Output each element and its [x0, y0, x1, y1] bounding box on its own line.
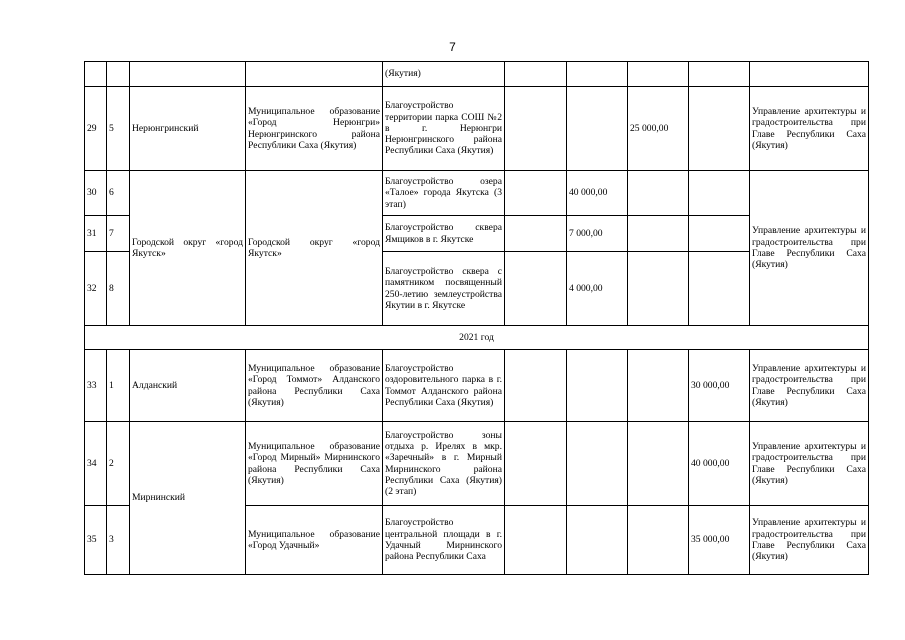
section-row: [85, 326, 869, 350]
row-subnumber: 5: [107, 87, 130, 171]
row-number: 33: [85, 350, 107, 422]
executor-cell: Управление архитектуры и градостроительства при Главе Республики Саха (Якутия): [750, 87, 869, 171]
amount-2021-cell: 35 000,00: [689, 506, 750, 575]
object-cell: (Якутия): [383, 62, 505, 87]
object-cell: Благоустройство озера «Талое» города Якутска (3 этап): [383, 171, 505, 216]
cell-empty: [505, 216, 567, 252]
cell-empty: [505, 252, 567, 326]
municipality-cell: Муниципальное образование «Город Томмот» Алданского района Республики Саха (Якутия): [246, 350, 383, 422]
district-cell: Алданский: [130, 350, 246, 422]
table-row: [85, 62, 869, 87]
cell-empty: [505, 350, 567, 422]
municipality-cell: Муниципальное образование «Город Удачный»: [246, 506, 383, 575]
row-number: 35: [85, 506, 107, 575]
row-subnumber: 7: [107, 216, 130, 252]
cell-empty: [628, 216, 689, 252]
amount-2021-cell: 30 000,00: [689, 350, 750, 422]
cell-empty: [246, 62, 383, 87]
row-number: 34: [85, 422, 107, 506]
table-row: [85, 87, 869, 171]
cell-empty: [628, 62, 689, 87]
object-cell: Благоустройство территории парка СОШ №2 в г. Нерюнгри Нерюнгринского района Республики Саха (Якутия): [383, 87, 505, 171]
row-subnumber: 6: [107, 171, 130, 216]
district-cell: Нерюнгринский: [130, 87, 246, 171]
cell-empty: [689, 62, 750, 87]
row-number: 32: [85, 252, 107, 326]
page-number: 7: [449, 40, 456, 54]
municipality-cell: Городской округ «город Якутск»: [246, 171, 383, 326]
district-cell: Мирнинский: [130, 422, 246, 575]
amount-2020-cell: 40 000,00: [567, 171, 628, 216]
amount-2020-cell: 25 000,00: [628, 87, 689, 171]
cell-empty: [567, 350, 628, 422]
cell-empty: [689, 87, 750, 171]
row-subnumber: 8: [107, 252, 130, 326]
executor-cell: Управление архитектуры и градостроительства при Главе Республики Саха (Якутия): [750, 171, 869, 326]
section-title-2021: 2021 год: [85, 326, 869, 350]
cell-empty: [505, 506, 567, 575]
table-row: [85, 171, 869, 216]
cell-empty: [628, 350, 689, 422]
cell-empty: [567, 422, 628, 506]
program-table: [84, 61, 869, 575]
amount-2020-cell: 4 000,00: [567, 252, 628, 326]
executor-cell: Управление архитектуры и градостроительства при Главе Республики Саха (Якутия): [750, 422, 869, 506]
row-subnumber: 1: [107, 350, 130, 422]
cell-empty: [628, 506, 689, 575]
object-cell: Благоустройство оздоровительного парка в г. Томмот Алданского района Республики Саха (Якутия): [383, 350, 505, 422]
executor-cell: Управление архитектуры и градостроительства при Главе Республики Саха (Якутия): [750, 350, 869, 422]
cell-empty: [750, 62, 869, 87]
cell-empty: [628, 422, 689, 506]
cell-empty: [689, 252, 750, 326]
cell-empty: [505, 422, 567, 506]
object-cell: Благоустройство сквера с памятником посвященный 250-летию землеустройства Якутии в г. Якутске: [383, 252, 505, 326]
cell-empty: [107, 62, 130, 87]
cell-empty: [85, 62, 107, 87]
row-number: 31: [85, 216, 107, 252]
object-cell: Благоустройство зоны отдыха р. Ирелях в мкр. «Заречный» в г. Мирный Мирнинского района Республики Саха (Якутия) (2 этап): [383, 422, 505, 506]
row-number: 29: [85, 87, 107, 171]
executor-cell: Управление архитектуры и градостроительства при Главе Республики Саха (Якутия): [750, 506, 869, 575]
row-number: 30: [85, 171, 107, 216]
object-cell: Благоустройство центральной площади в г. Удачный Мирнинского района Республики Саха: [383, 506, 505, 575]
amount-2020-cell: 7 000,00: [567, 216, 628, 252]
cell-empty: [130, 62, 246, 87]
municipality-cell: Муниципальное образование «Город Мирный» Мирнинского района Республики Саха (Якутия): [246, 422, 383, 506]
cell-empty: [505, 87, 567, 171]
table-row: [85, 422, 869, 506]
cell-empty: [505, 62, 567, 87]
cell-empty: [628, 171, 689, 216]
municipality-cell: Муниципальное образование «Город Нерюнгри» Нерюнгринского района Республики Саха (Якутия): [246, 87, 383, 171]
cell-empty: [567, 506, 628, 575]
cell-empty: [567, 87, 628, 171]
cell-empty: [567, 62, 628, 87]
cell-empty: [505, 171, 567, 216]
row-subnumber: 3: [107, 506, 130, 575]
cell-empty: [689, 216, 750, 252]
object-cell: Благоустройство сквера Ямщиков в г. Якутске: [383, 216, 505, 252]
district-cell: Городской округ «город Якутск»: [130, 171, 246, 326]
cell-empty: [628, 252, 689, 326]
row-subnumber: 2: [107, 422, 130, 506]
table-row: [85, 350, 869, 422]
amount-2021-cell: 40 000,00: [689, 422, 750, 506]
cell-empty: [689, 171, 750, 216]
